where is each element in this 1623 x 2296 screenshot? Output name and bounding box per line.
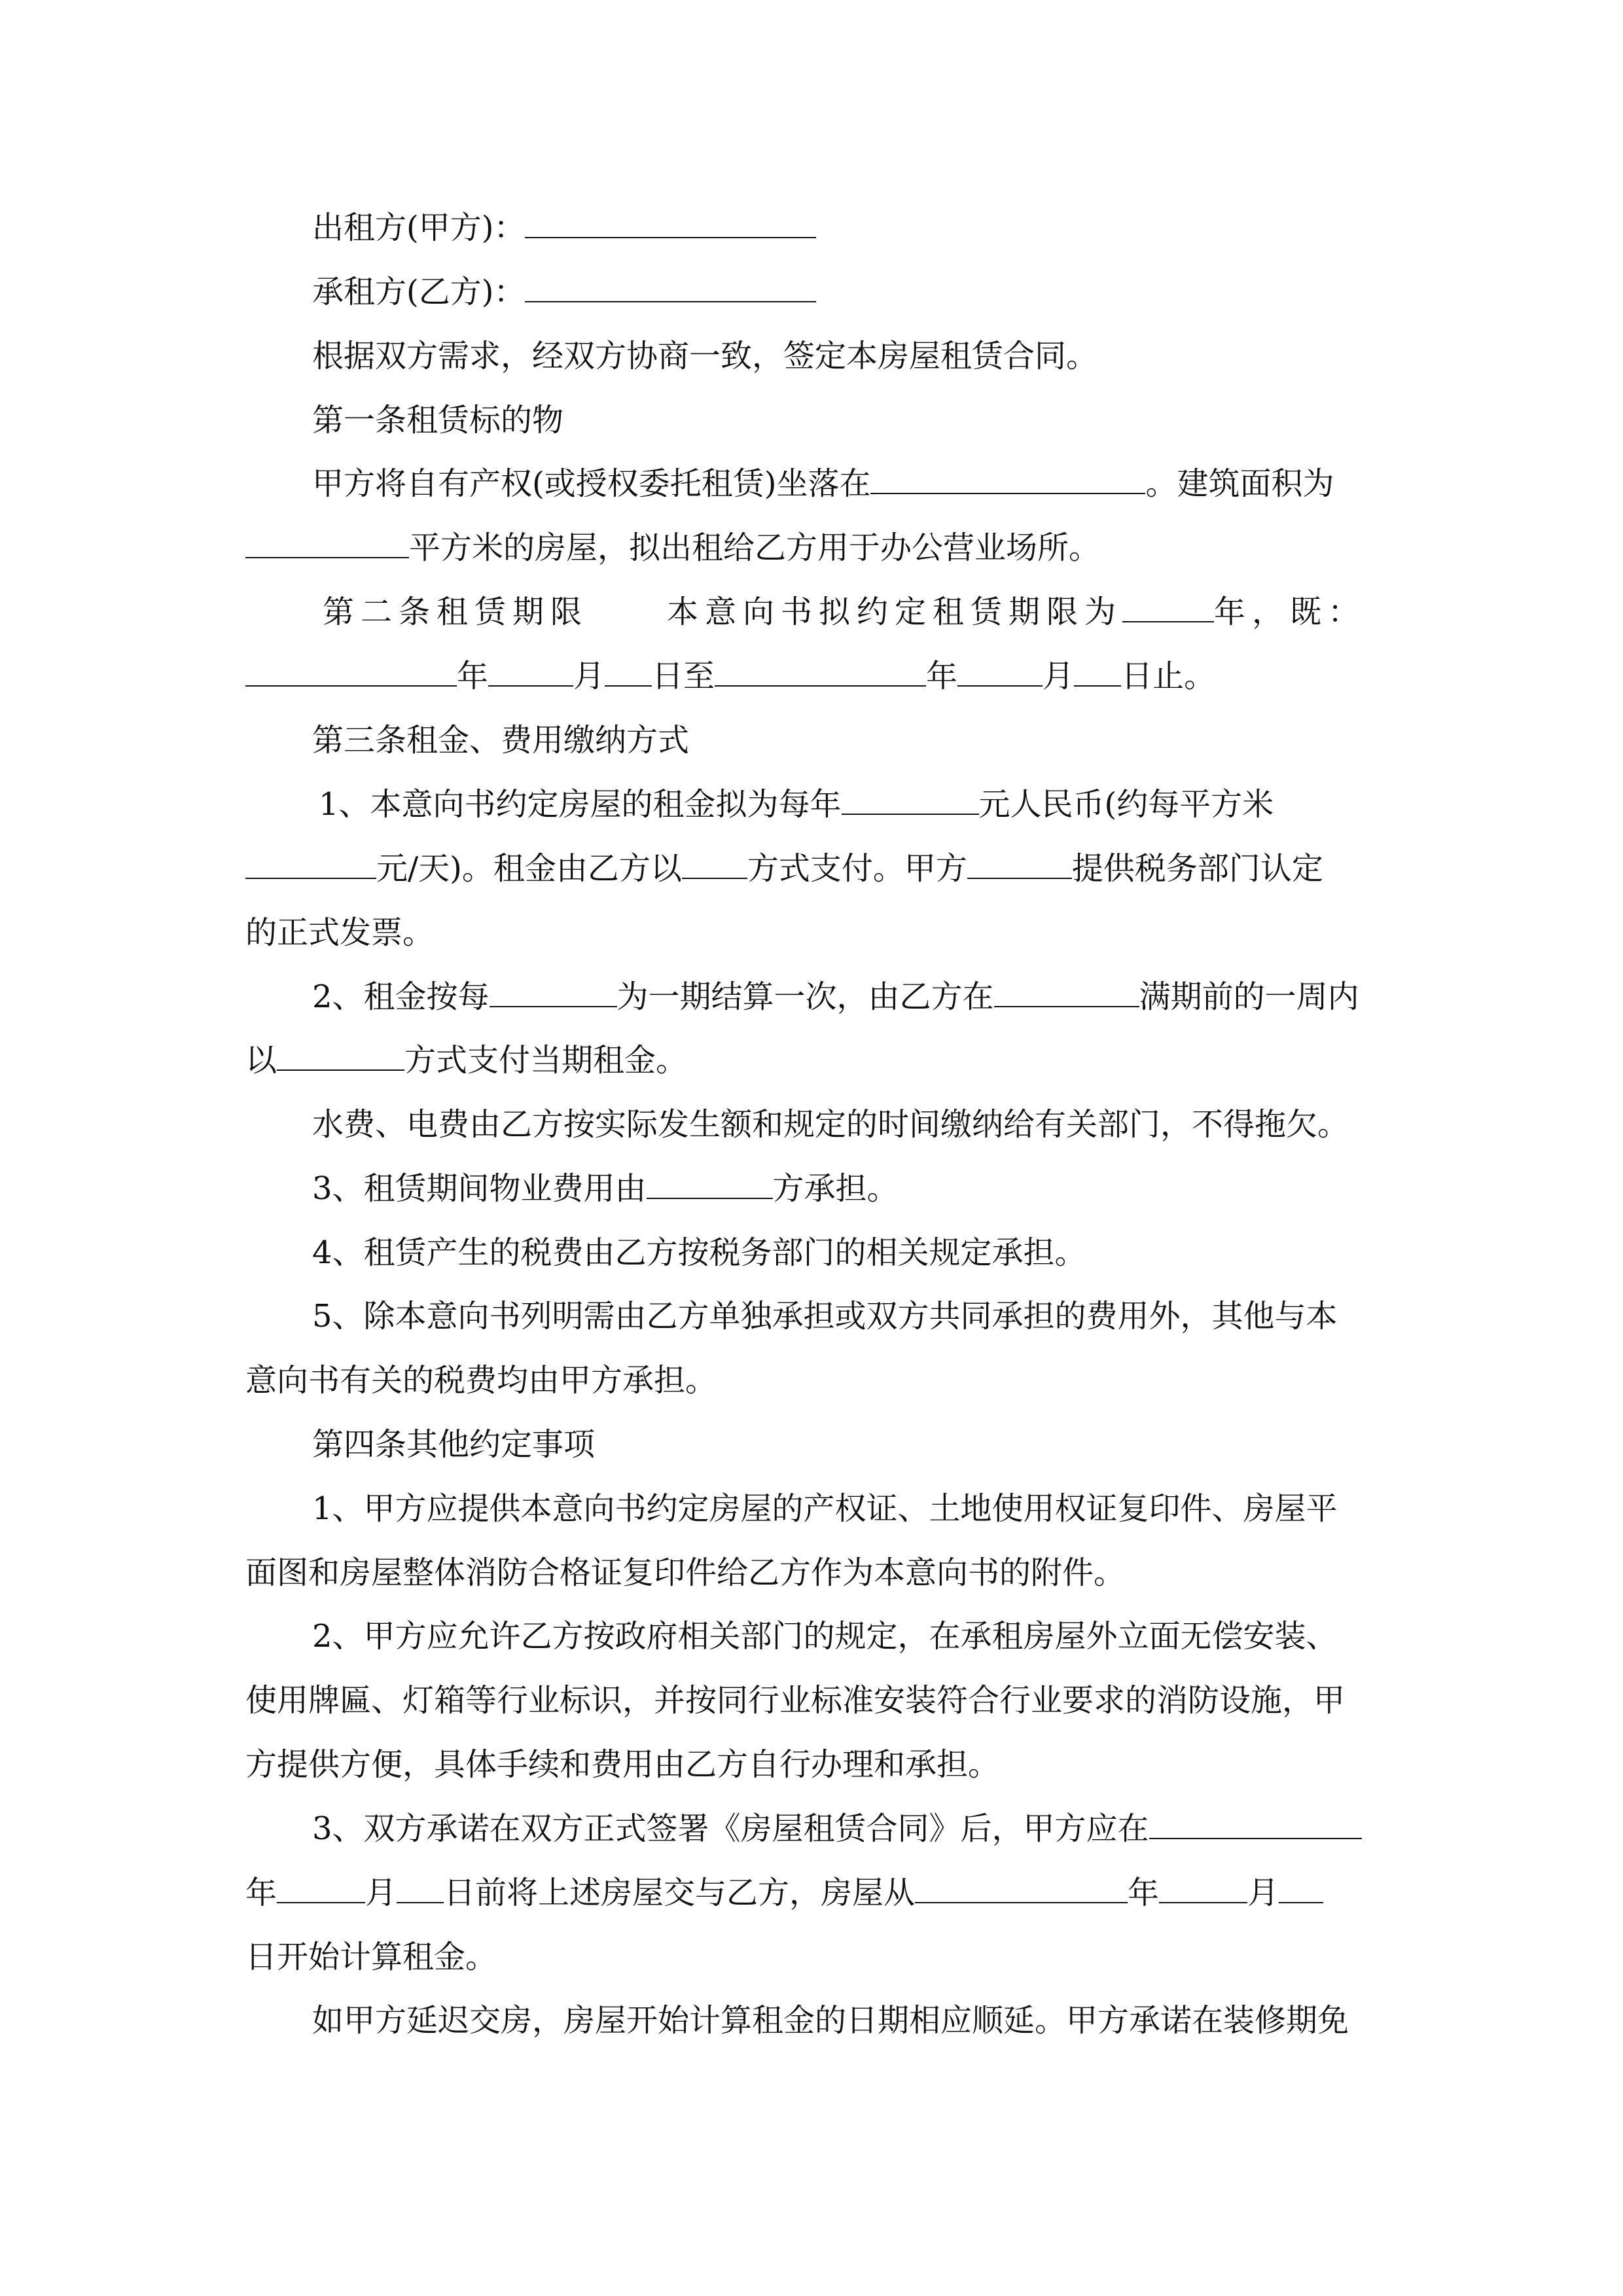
article-1-heading — [312, 401, 563, 440]
article-3-item-4 — [312, 1233, 1086, 1272]
handover-month-blank — [277, 1874, 365, 1903]
article-2-title: 第二条租赁期限 — [323, 594, 589, 630]
text-seg: 甲方将自有产权(或授权委托租赁)坐落在 — [312, 465, 871, 502]
text-seg: 意向书有关的税费均由甲方承担。 — [245, 1362, 717, 1399]
article-2-line-2 — [245, 656, 1215, 696]
article-2-line-1 — [323, 592, 1366, 632]
pay-method-blank — [277, 1042, 404, 1071]
text-seg: 方式支付当期租金。 — [404, 1042, 688, 1079]
text-seg: 月 — [365, 1874, 397, 1911]
article-1-title: 第一条租赁标的物 — [312, 402, 564, 439]
text-seg: 提供税务部门认定 — [1071, 850, 1323, 887]
text-seg: 平方米的房屋，拟出租给乙方用于办公营业场所。 — [409, 529, 1101, 566]
text-seg: 元人民币(约每平方米 — [978, 786, 1274, 823]
text-seg: 2、租金按每 — [312, 978, 490, 1015]
text-seg: 4、租赁产生的税费由乙方按税务部门的相关规定承担。 — [312, 1234, 1086, 1271]
end-day-blank — [1074, 658, 1121, 687]
handover-day-blank — [397, 1874, 444, 1903]
lessor-label: 出租方(甲方)： — [312, 209, 526, 246]
term-years-blank — [1122, 594, 1214, 622]
end-year-blank — [715, 658, 926, 687]
text-seg: 方承担。 — [772, 1170, 899, 1207]
text-seg: 的正式发票。 — [245, 914, 435, 951]
text-seg: 日前将上述房屋交与乙方，房屋从 — [444, 1874, 916, 1911]
rent-start-day-blank — [1279, 1874, 1323, 1903]
rent-start-month-blank — [1159, 1874, 1247, 1903]
text-seg: 以 — [245, 1042, 277, 1079]
text-seg: 面图和房屋整体消防合格证复印件给乙方作为本意向书的附件。 — [245, 1554, 1126, 1591]
intro-text: 根据双方需求，经双方协商一致，签定本房屋租赁合同。 — [312, 338, 1098, 374]
handover-date-blank — [1149, 1810, 1362, 1839]
article-4-item-3-line-1 — [312, 1809, 1362, 1848]
text-seg: 满期前的一周内 — [1139, 978, 1359, 1015]
lessee-line — [312, 272, 816, 312]
text-seg: 月 — [573, 658, 605, 694]
text-seg: 年 — [457, 658, 489, 694]
article-4-heading — [312, 1425, 595, 1464]
text-seg: 日开始计算租金。 — [245, 1939, 497, 1975]
article-4-item-1-line-2 — [245, 1553, 1125, 1592]
text-seg: 月 — [1043, 658, 1075, 694]
article-3-title: 第三条租金、费用缴纳方式 — [312, 722, 690, 759]
property-fee-blank — [647, 1170, 773, 1199]
article-4-item-3-line-2 — [245, 1873, 1323, 1912]
text-seg: 水费、电费由乙方按实际发生额和规定的时间缴纳给有关部门，不得拖欠。 — [312, 1106, 1349, 1143]
text-seg: 使用牌匾、灯箱等行业标识，并按同行业标准安装符合行业要求的消防设施，甲 — [245, 1682, 1346, 1719]
lessor-line — [312, 208, 816, 247]
article-4-item-2-line-2 — [245, 1681, 1345, 1720]
article-4-item-1-line-1 — [312, 1489, 1338, 1528]
text-seg: 日至 — [652, 658, 715, 694]
article-3-item-2-line-1 — [312, 977, 1359, 1016]
text-seg: 元/天)。租金由乙方以 — [376, 850, 682, 887]
intro-paragraph — [312, 336, 1097, 376]
text-seg: 为一期结算一次，由乙方在 — [616, 978, 994, 1015]
text-seg: 年 — [1128, 1874, 1160, 1911]
article-3-item-3 — [312, 1169, 899, 1208]
start-day-blank — [605, 658, 652, 687]
article-1-line-2 — [245, 528, 1100, 567]
text-seg: 1、本意向书约定房屋的租金拟为每年 — [319, 786, 842, 823]
text-seg: 5、除本意向书列明需由乙方单独承担或双方共同承担的费用外，其他与本 — [312, 1298, 1338, 1335]
delay-paragraph — [312, 2001, 1349, 2040]
start-month-blank — [488, 658, 573, 687]
area-blank — [245, 529, 409, 558]
lessee-label: 承租方(乙方)： — [312, 274, 526, 310]
text-seg: 如甲方延迟交房，房屋开始计算租金的日期相应顺延。甲方承诺在装修期免 — [312, 2002, 1349, 2039]
text-seg: 2、甲方应允许乙方按政府相关部门的规定，在承租房屋外立面无偿安装、 — [312, 1618, 1338, 1655]
article-3-item-1-line-2 — [245, 849, 1323, 888]
text-seg: 方式支付。甲方 — [747, 850, 967, 887]
start-year-blank — [245, 658, 457, 687]
utilities-paragraph — [312, 1105, 1349, 1144]
article-4-title: 第四条其他约定事项 — [312, 1426, 596, 1463]
article-4-item-2-line-3 — [245, 1745, 999, 1784]
location-blank — [870, 465, 1145, 494]
expiry-blank — [994, 978, 1139, 1007]
text-seg: 1、甲方应提供本意向书约定房屋的产权证、土地使用权证复印件、房屋平 — [312, 1490, 1338, 1527]
text-seg: 年，既： — [1214, 594, 1366, 630]
annual-rent-blank — [842, 786, 979, 815]
article-1-line-1 — [312, 464, 1334, 503]
end-month-blank — [957, 658, 1043, 687]
article-4-item-2-line-1 — [312, 1617, 1338, 1656]
text-seg: 。建筑面积为 — [1145, 465, 1334, 502]
text-seg: 3、双方承诺在双方正式签署《房屋租赁合同》后，甲方应在 — [312, 1810, 1149, 1847]
rent-start-year-blank — [915, 1874, 1128, 1903]
lessor-blank — [525, 209, 816, 238]
text-seg: 本意向书拟约定租赁期限为 — [667, 594, 1123, 630]
article-3-item-1-line-1 — [319, 785, 1274, 824]
payment-method-blank — [682, 850, 747, 879]
daily-rate-blank — [245, 850, 376, 879]
article-3-item-5-line-1 — [312, 1297, 1338, 1336]
invoice-blank — [967, 850, 1072, 879]
text-seg: 3、租赁期间物业费用由 — [312, 1170, 647, 1207]
article-3-item-1-line-3 — [245, 913, 434, 952]
text-seg: 月 — [1247, 1874, 1279, 1911]
article-3-item-5-line-2 — [245, 1361, 717, 1400]
article-3-heading — [312, 721, 689, 760]
text-seg: 年 — [926, 658, 958, 694]
article-3-item-2-line-2 — [245, 1041, 687, 1080]
lessee-blank — [525, 274, 816, 302]
text-seg: 方提供方便，具体手续和费用由乙方自行办理和承担。 — [245, 1746, 1000, 1783]
text-seg: 日止。 — [1121, 658, 1216, 694]
period-blank — [490, 978, 617, 1007]
article-4-item-3-line-3 — [245, 1937, 497, 1977]
text-seg: 年 — [245, 1874, 277, 1911]
